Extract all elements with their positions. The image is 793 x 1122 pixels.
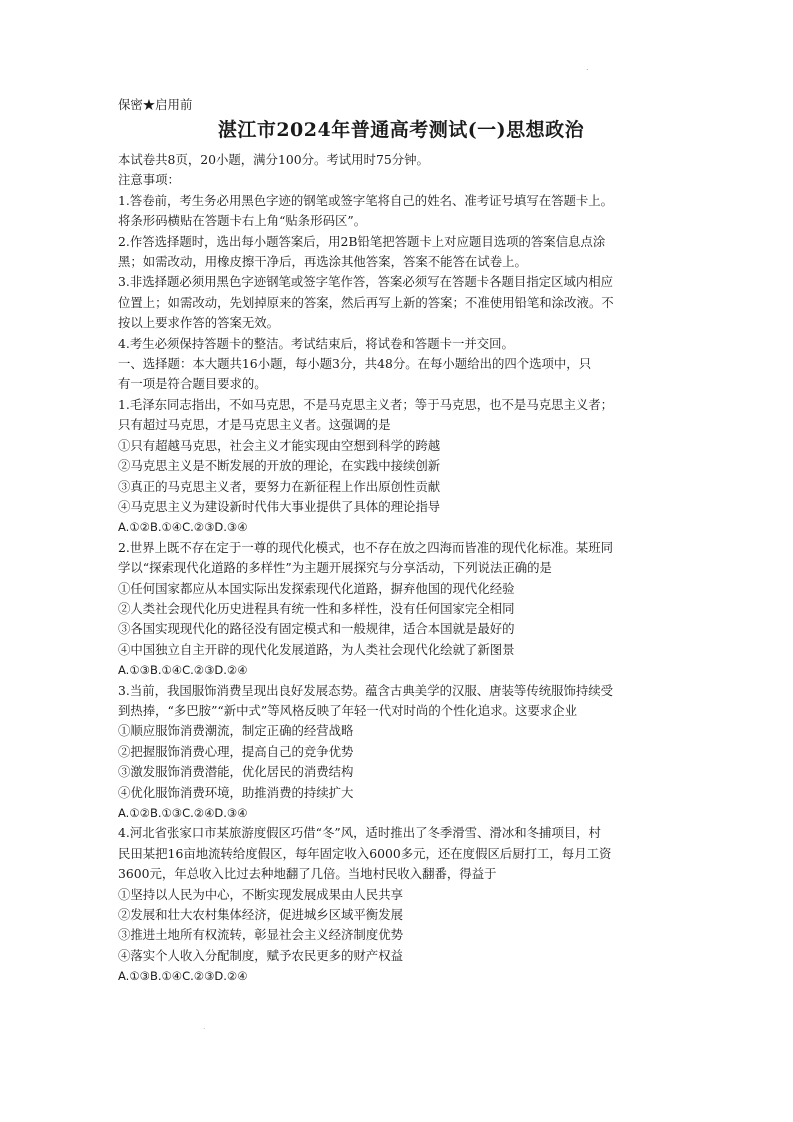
- section-line: 一、选择题：本大题共16小题，每小题3分，共48分。在每小题给出的四个选项中，只: [118, 356, 592, 372]
- section-line: 有一项是符合题目要求的。: [118, 376, 267, 392]
- question-item: ②把握服饰消费心理，提高自己的竞争优势: [118, 743, 354, 759]
- question-item: ②马克思主义是不断发展的开放的理论，在实践中接续创新: [118, 458, 441, 474]
- question-item: ④中国独立自主开辟的现代化发展道路，为人类社会现代化绘就了新图景: [118, 641, 515, 657]
- answer-options: A.①②B.①③C.②④D.③④: [118, 806, 248, 820]
- note-4: [118, 334, 678, 354]
- note-3: [118, 272, 678, 333]
- page-content: [118, 96, 678, 987]
- question-stem: 3.当前，我国服饰消费呈现出良好发展态势。蕴含古典美学的汉服、唐装等传统服饰持续受: [118, 682, 614, 698]
- note-line: 位置上；如需改动，先划掉原来的答案，然后再写上新的答案；不准使用铅笔和涂改液。不: [118, 294, 614, 310]
- footer-mark: .: [203, 1022, 206, 1031]
- note-1: [118, 191, 678, 232]
- notes-heading: 注意事项：: [118, 172, 180, 188]
- question-item: ②人类社会现代化历史进程具有统一性和多样性，没有任何国家完全相同: [118, 600, 515, 616]
- answer-options: A.①③B.①④C.②③D.②④: [118, 969, 248, 984]
- question-item: ③各国实现现代化的路径没有固定模式和一般规律，适合本国就是最好的: [118, 621, 515, 637]
- note-line: 4.考生必须保持答题卡的整洁。考试结束后，将试卷和答题卡一并交回。: [118, 335, 514, 351]
- question-stem: 4.河北省张家口市某旅游度假区巧借“冬”风，适时推出了冬季滑雪、滑冰和冬捕项目，村: [118, 825, 601, 841]
- question-item: ③激发服饰消费潜能，优化居民的消费结构: [118, 764, 354, 780]
- corner-mark: .: [586, 63, 589, 72]
- question-stem: 只有超过马克思，才是马克思主义者。这强调的是: [118, 417, 391, 433]
- question-item: ④优化服饰消费环境，助推消费的持续扩大: [118, 784, 354, 800]
- question-stem: 3600元，年总收入比过去种地翻了几倍。当地村民收入翻番，得益于: [118, 866, 497, 882]
- question-item: ②发展和壮大农村集体经济，促进城乡区域平衡发展: [118, 907, 403, 923]
- question-2: [118, 538, 678, 681]
- question-item: ①坚持以人民为中心，不断实现发展成果由人民共享: [118, 886, 403, 902]
- exam-summary: 本试卷共8页，20小题，满分100分。考试用时75分钟。: [118, 152, 429, 167]
- question-stem: 到热捧，“多巴胺”“新中式”等风格反映了年轻一代对时尚的个性化追求。这要求企业: [118, 702, 578, 718]
- note-2: [118, 232, 678, 273]
- question-item: ④马克思主义为建设新时代伟大事业提供了具体的理论指导: [118, 498, 441, 514]
- note-line: 2.作答选择题时，选出每小题答案后，用2B铅笔把答题卡上对应题目选项的答案信息点涂: [118, 233, 606, 249]
- question-stem: 民田某把16亩地流转给度假区，每年固定收入6000多元，还在度假区后厨打工，每月工资: [118, 845, 612, 861]
- note-line: 1.答卷前，考生务必用黑色字迹的钢笔或签字笔将自己的姓名、准考证号填写在答题卡上。: [118, 192, 614, 208]
- question-item: ①任何国家都应从本国实际出发探索现代化道路，摒弃他国的现代化经验: [118, 580, 515, 596]
- question-item: ③真正的马克思主义者，要努力在新征程上作出原创性贡献: [118, 478, 441, 494]
- section-heading: [118, 354, 678, 395]
- confidential-label: 保密★启用前: [118, 97, 193, 112]
- question-stem: 1.毛泽东同志指出，不如马克思，不是马克思主义者；等于马克思，也不是马克思主义者；: [118, 396, 614, 412]
- question-stem: 学以“探索现代化道路的多样性”为主题开展探究与分享活动，下列说法正确的是: [118, 560, 552, 576]
- note-line: 黑；如需改动，用橡皮擦干净后，再选涂其他答案，答案不能答在试卷上。: [118, 254, 527, 270]
- note-line: 按以上要求作答的答案无效。: [118, 315, 280, 331]
- note-line: 3.非选择题必须用黑色字迹钢笔或签字笔作答，答案必须写在答题卡各题目指定区域内相应: [118, 274, 614, 290]
- question-4: [118, 823, 678, 986]
- question-stem: 2.世界上既不存在定于一尊的现代化模式，也不存在放之四海而皆准的现代化标准。某班同: [118, 539, 614, 555]
- question-item: ①只有超越马克思，社会主义才能实现由空想到科学的跨越: [118, 437, 441, 453]
- answer-options: A.①③B.①④C.②③D.②④: [118, 663, 248, 678]
- answer-options: A.①②B.①④C.②③D.③④: [118, 520, 248, 535]
- question-item: ③推进土地所有权流转，彰显社会主义经济制度优势: [118, 927, 403, 943]
- question-item: ①顺应服饰消费潮流，制定正确的经营战略: [118, 723, 354, 739]
- question-item: ④落实个人收入分配制度，赋予农民更多的财产权益: [118, 947, 403, 963]
- note-line: 将条形码横贴在答题卡右上角“贴条形码区”。: [118, 213, 367, 229]
- question-3: [118, 681, 678, 824]
- question-1: [118, 395, 678, 538]
- page-title: 湛江市2024年普通高考测试(一)思想政治: [217, 119, 585, 141]
